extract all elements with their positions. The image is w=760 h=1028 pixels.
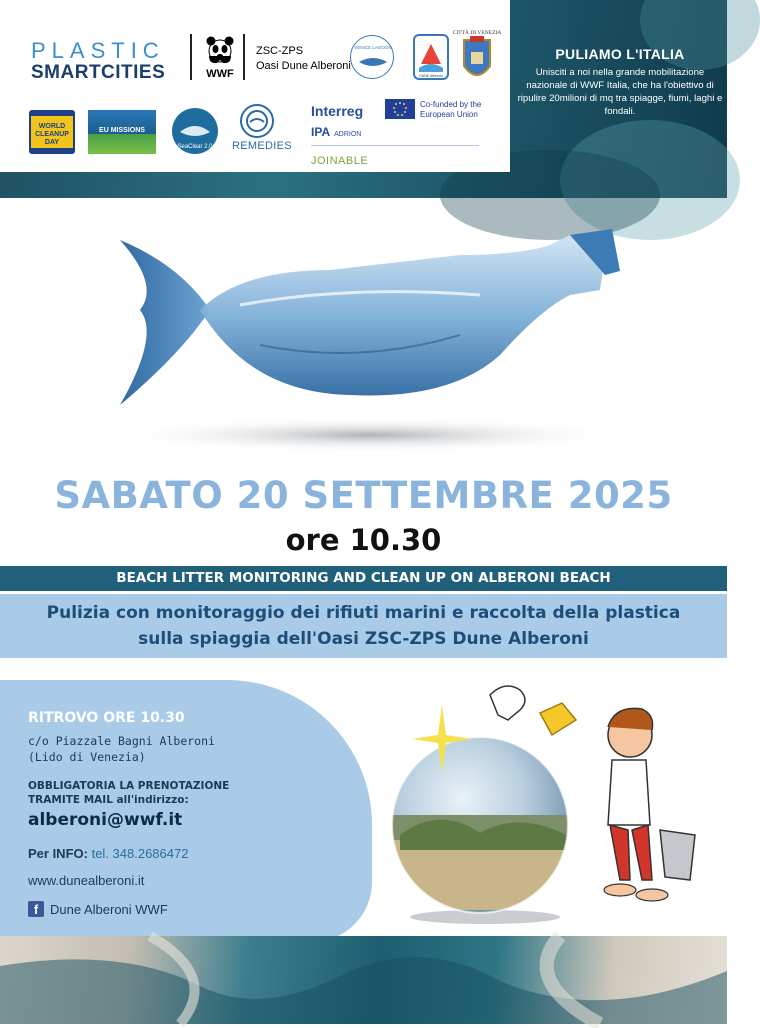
svg-text:WORLD: WORLD bbox=[38, 123, 66, 130]
puliamo-title: PULIAMO L'ITALIA bbox=[555, 46, 685, 62]
event-time: ore 10.30 bbox=[285, 523, 442, 557]
world-cleanup-icon bbox=[29, 110, 75, 154]
remedies-icon bbox=[242, 106, 272, 136]
cleanup-illustration bbox=[380, 665, 727, 935]
info-phone bbox=[28, 846, 188, 861]
booking-note bbox=[28, 779, 229, 807]
booking-line1: OBBLIGATORIA LA PRENOTAZIONE bbox=[28, 780, 230, 792]
wwf-logo bbox=[202, 34, 238, 80]
eu-missions-logo bbox=[88, 110, 156, 154]
oasi-dune-alberoni-logo bbox=[413, 34, 449, 80]
remedies-logo bbox=[240, 104, 274, 138]
cofunded-text: Co-funded by the European Union bbox=[420, 100, 482, 119]
info-label: Per INFO: bbox=[28, 846, 88, 861]
header-band bbox=[0, 0, 727, 198]
city-shield-icon bbox=[452, 26, 502, 88]
plastic-smart-cities-logo bbox=[31, 40, 165, 84]
svg-text:CITTÀ DI VENEZIA: CITTÀ DI VENEZIA bbox=[452, 30, 502, 36]
partner-logos-panel bbox=[0, 0, 510, 172]
booking-line2: TRAMITE MAIL all'indirizzo: bbox=[28, 794, 189, 806]
divider bbox=[243, 34, 245, 80]
plastic-text: PLASTIC bbox=[31, 38, 165, 63]
svg-text:DUNE Alberoni: DUNE Alberoni bbox=[419, 74, 443, 78]
adrion-text: ADRION bbox=[334, 131, 362, 138]
ipa-text: IPA bbox=[311, 125, 331, 139]
phone-link[interactable]: tel. 348.2686472 bbox=[91, 846, 189, 861]
svg-text:EU MISSIONS: EU MISSIONS bbox=[99, 127, 145, 134]
banner-english: BEACH LITTER MONITORING AND CLEAN UP ON ALBERONI BEACH bbox=[0, 566, 727, 591]
zsc-text: ZSC-ZPS bbox=[256, 45, 304, 57]
facebook-icon: f bbox=[28, 901, 44, 917]
wwf-text: WWF bbox=[206, 68, 234, 80]
fish-bottle-image bbox=[100, 215, 640, 465]
footer-sea-band bbox=[0, 936, 727, 1024]
meeting-address bbox=[28, 733, 215, 765]
svg-text:DAY: DAY bbox=[44, 139, 60, 146]
address-line1: c/o Piazzale Bagni Alberoni bbox=[28, 734, 215, 748]
eu-missions-icon bbox=[88, 110, 156, 154]
seaclear-icon bbox=[172, 108, 218, 154]
email-link[interactable]: alberoni@wwf.it bbox=[28, 810, 183, 830]
citta-di-venezia-logo bbox=[452, 26, 502, 88]
puliamo-italia-box bbox=[516, 46, 724, 118]
ipa-adrion-logo bbox=[311, 125, 361, 139]
smartcities-text: SMARTCITIES bbox=[31, 62, 166, 83]
info-panel bbox=[0, 680, 372, 942]
zsc-zps-logo bbox=[256, 44, 351, 74]
venice-lagoon-logo bbox=[350, 35, 394, 79]
facebook-link[interactable] bbox=[28, 901, 168, 917]
banner-italian-line2: sulla spiaggia dell'Oasi ZSC-ZPS Dune Alberoni bbox=[138, 629, 589, 649]
panda-icon bbox=[205, 34, 235, 64]
interreg-logo: Interreg bbox=[311, 103, 364, 119]
seaclear-logo bbox=[172, 108, 218, 154]
meeting-time: RITROVO ORE 10.30 bbox=[28, 710, 185, 726]
svg-text:VENICE LAGOON: VENICE LAGOON bbox=[354, 45, 392, 50]
dune-icon bbox=[415, 36, 447, 78]
sea-texture-image bbox=[0, 936, 727, 1024]
address-line2: (Lido di Venezia) bbox=[28, 750, 146, 764]
fish-bottle-illustration bbox=[100, 215, 640, 465]
facebook-label: Dune Alberoni WWF bbox=[50, 901, 168, 917]
puliamo-text: Unisciti a noi nella grande mobilitazione nazionale di WWF Italia, che ha l'obiettivo di ripulire 20milioni di mq tra spiagge, fiumi, laghi e fondali. bbox=[517, 67, 723, 117]
svg-text:CLEANUP: CLEANUP bbox=[35, 131, 69, 138]
joinable-logo: JOINABLE bbox=[311, 155, 369, 167]
divider bbox=[190, 34, 192, 80]
eu-flag-icon bbox=[385, 99, 415, 119]
oasi-text: Oasi Dune Alberoni bbox=[256, 60, 351, 72]
bubble-and-character-image bbox=[380, 665, 727, 935]
remedies-text: REMEDIES bbox=[232, 140, 292, 152]
banner-italian-line1: Pulizia con monitoraggio dei rifiuti marini e raccolta della plastica bbox=[46, 603, 681, 623]
divider-line bbox=[311, 145, 479, 146]
svg-text:SeaClear 2.0: SeaClear 2.0 bbox=[177, 144, 213, 150]
event-date: SABATO 20 SETTEMBRE 2025 bbox=[54, 474, 673, 517]
website-link[interactable]: www.dunealberoni.it bbox=[28, 873, 145, 888]
lagoon-icon bbox=[351, 36, 395, 80]
banner-italian bbox=[0, 594, 727, 658]
world-cleanup-day-logo bbox=[29, 110, 75, 154]
